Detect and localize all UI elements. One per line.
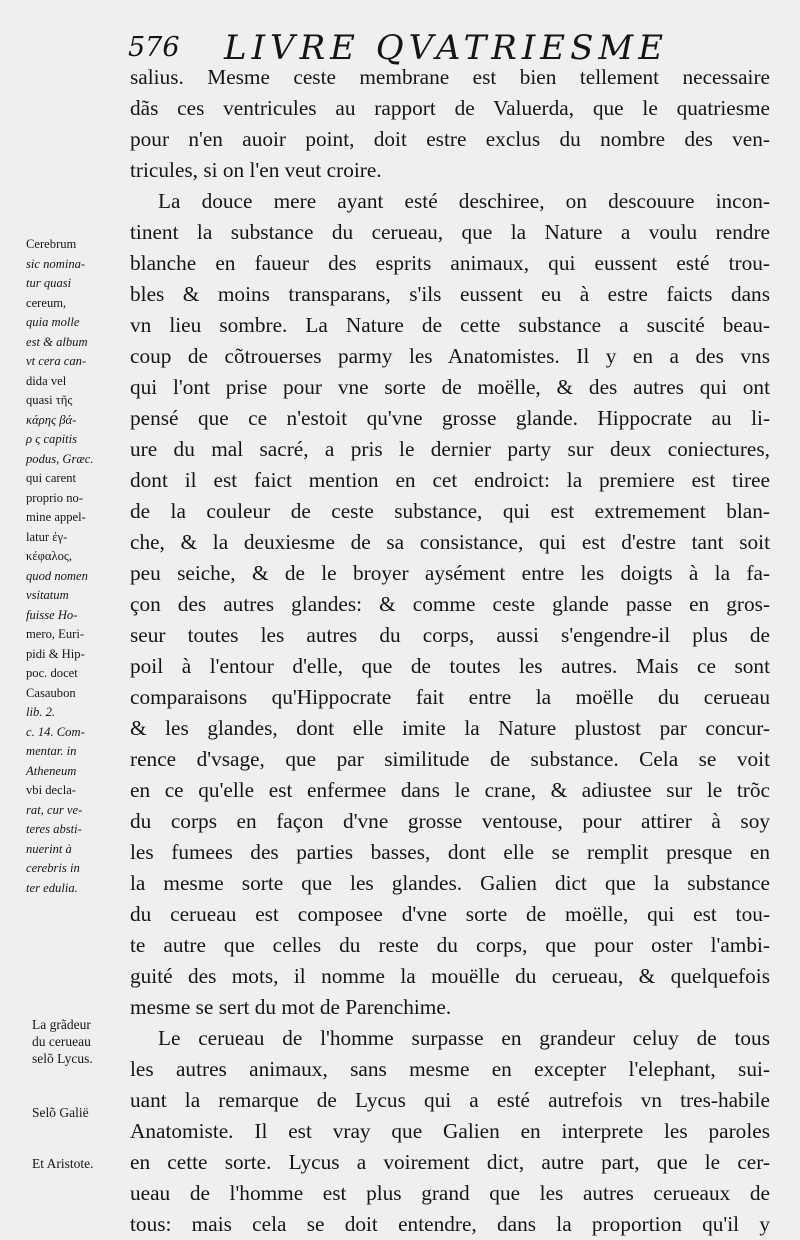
text-line: peu seiche, & de le broyer aysément entre les doigts à la fa- [130, 561, 770, 585]
margin-line: vsitatum [26, 588, 69, 602]
text-line: pour n'en auoir point, doit estre exclus du nombre des ven- [130, 127, 770, 151]
text-line: salius. Mesme ceste membrane est bien tellement necessaire [130, 65, 770, 89]
side-note-line: La grãdeur [32, 1017, 91, 1032]
text-line: çon des autres glandes: & comme ceste glande passe en gros- [130, 592, 770, 616]
text-line: en ce qu'elle est enfermee dans le crane, & adiustee sur le trõc [130, 778, 770, 802]
side-note-line: du cerueau [32, 1034, 91, 1049]
text-line: tinent la substance du cerueau, que la Nature a voulu rendre [130, 220, 770, 244]
margin-line: Atheneum [26, 763, 77, 778]
margin-line: quia molle [26, 315, 80, 329]
text-line: mesme se sert du mot de Parenchime. [130, 995, 452, 1019]
margin-line: est & album [26, 334, 88, 349]
text-line: la mesme sorte que les glandes. Galien dict que la substance [130, 871, 770, 895]
text-line: de la couleur de ceste substance, qui est extremement blan- [130, 499, 770, 523]
text-line: du cerueau est composee d'vne sorte de moëlle, qui est tou- [130, 902, 770, 926]
margin-line: dida vel [26, 373, 67, 388]
text-line: du corps en façon d'vne grosse ventouse, pour attirer à soy [130, 809, 770, 833]
margin-line: ρ ς capitis [26, 432, 78, 446]
margin-line: tur quasi [26, 276, 72, 290]
text-line: ueau de l'homme est plus grand que les autres cerueaux de [130, 1181, 770, 1205]
side-note-galien: Selõ Galië [32, 1105, 89, 1120]
margin-line: quod nomen [26, 568, 88, 583]
text-line: che, & la deuxiesme de sa consistance, qui est d'estre tant soit [130, 530, 770, 554]
text-line: les autres animaux, sans mesme en excepter l'elephant, sui- [130, 1057, 770, 1081]
margin-line: sic nomina- [26, 256, 86, 271]
text-line: tous: mais cela se doit entendre, dans la proportion qu'il y [130, 1212, 770, 1236]
margin-line: κέφαλος, [26, 549, 73, 563]
margin-line: qui carent [26, 471, 76, 485]
text-line: seur toutes les autres du corps, aussi s'engendre-il plus de [130, 623, 770, 647]
side-note-grandeur [32, 1016, 132, 1067]
page-number: 576 [128, 32, 180, 63]
text-line: dont il est faict mention en cet endroict: la premiere est tiree [130, 468, 770, 492]
margin-line: vbi decla- [26, 783, 76, 797]
margin-line: cerebris in [26, 861, 80, 875]
text-line: comparaisons qu'Hippocrate fait entre la moëlle du cerueau [130, 685, 770, 709]
text-line: les fumees des parties basses, dont elle se remplit presque en [130, 840, 770, 864]
text-line: poil à l'entour d'elle, que de toutes les autres. Mais ce sont [130, 654, 770, 678]
main-text [130, 62, 770, 1240]
side-note-line: selõ Lycus. [32, 1051, 93, 1066]
margin-note [26, 235, 126, 898]
text-line: bles & moins transparans, s'ils eussent eu à estre faicts dans [130, 282, 770, 306]
text-line: coup de cõtrouerses parmy les Anatomistes. Il y en a des vns [130, 344, 770, 368]
text-line: La douce mere ayant esté deschiree, on descouure incon- [158, 189, 770, 213]
margin-line: mine appel- [26, 510, 86, 524]
margin-line: c. 14. Com- [26, 724, 85, 739]
text-line: blanche en faueur des esprits animaux, qui eussent esté trou- [130, 251, 770, 275]
margin-line: quasi τῆς [26, 393, 73, 407]
text-line: dãs ces ventricules au rapport de Valuerda, que le quatriesme [130, 96, 770, 120]
margin-line: ter edulia. [26, 880, 78, 895]
text-line: tricules, si on l'en veut croire. [130, 158, 382, 182]
text-line: qui l'ont prise pour vne sorte de moëlle, & des autres qui ont [130, 375, 770, 399]
margin-line: poc. docet [26, 666, 78, 680]
text-line: ure du mal sacré, a pris le dernier party sur deux coniectures, [130, 437, 770, 461]
margin-line: mentar. in [26, 744, 77, 758]
text-line: te autre que celles du reste du corps, que pour oster l'ambi- [130, 933, 770, 957]
side-note-aristote: Et Aristote. [32, 1156, 94, 1171]
margin-line: Casaubon [26, 685, 76, 700]
text-line: rence d'vsage, que par similitude de substance. Cela se voit [130, 747, 770, 771]
text-line: pensé que ce n'estoit qu'vne grosse glande. Hippocrate au li- [130, 406, 770, 430]
text-line: Anatomiste. Il est vray que Galien en interprete les paroles [130, 1119, 770, 1143]
margin-line: podus, Græc. [26, 451, 94, 466]
margin-line: nuerint à [26, 841, 72, 856]
margin-line: lib. 2. [26, 705, 56, 719]
margin-line: vt cera can- [26, 354, 87, 368]
margin-line: Cerebrum [26, 237, 77, 251]
margin-line: mero, Euri- [26, 627, 85, 641]
text-line: uant la remarque de Lycus qui a esté autrefois vn tres-habile [130, 1088, 770, 1112]
margin-line: rat, cur ve- [26, 802, 83, 817]
margin-line: proprio no- [26, 490, 84, 505]
text-line: & les glandes, dont elle imite la Nature plustost par concur- [130, 716, 770, 740]
margin-line: latur ἐγ- [26, 529, 68, 544]
margin-line: cereum, [26, 295, 67, 310]
text-line: Le cerueau de l'homme surpasse en grandeur celuy de tous [158, 1026, 770, 1050]
margin-line: teres absti- [26, 822, 82, 836]
text-line: guité des mots, il nomme la mouëlle du cerueau, & quelquefois [130, 964, 770, 988]
text-line: en cette sorte. Lycus a voirement dict, autre part, que le cer- [130, 1150, 770, 1174]
running-title: LIVRE QVATRIESME [224, 28, 669, 68]
margin-line: fuisse Ho- [26, 607, 78, 622]
text-line: vn lieu sombre. La Nature de cette substance a suscité beau- [130, 313, 770, 337]
margin-line: pidi & Hip- [26, 646, 85, 661]
margin-line: κάρης βά- [26, 412, 77, 427]
